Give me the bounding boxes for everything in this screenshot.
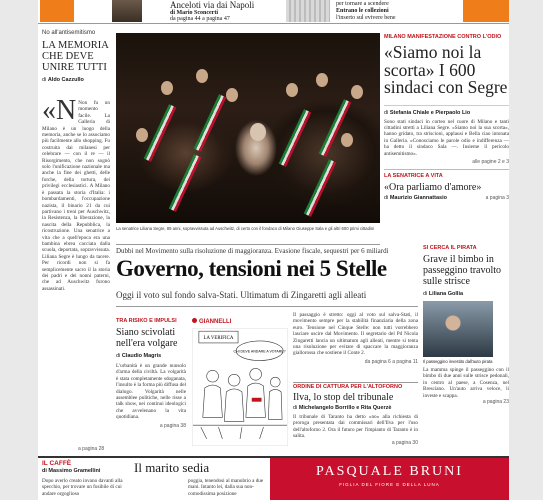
left-byline (42, 77, 112, 83)
left-page-ref[interactable]: a pagina 28 (78, 446, 105, 452)
cartoon-box (192, 318, 288, 448)
right-headline[interactable]: «Siamo noi la scorta» I 600 sindaci con Segre (384, 42, 508, 97)
lead-subheadline: Oggi il voto sul fondo salva-Stati. Ultimatum di Zingaretti agli alleati (116, 290, 367, 300)
ilva-page-ref[interactable]: a pagina 30 (391, 439, 418, 446)
ilva-byline (293, 405, 418, 411)
byline-author: Liliana Gollia (428, 291, 464, 297)
left-kicker: No all'antisemitismo (42, 30, 96, 36)
right-kicker-2: LA SENATRICE A VITA (384, 172, 443, 179)
left-promo-box (40, 0, 74, 22)
right-byline-2 (384, 195, 509, 201)
person-face (196, 69, 208, 83)
cartoon-sign: LA VERIFICA (203, 336, 234, 342)
right-story (384, 34, 509, 201)
politics-column (293, 312, 418, 365)
left-margin (0, 0, 38, 500)
crash-kicker: SI CERCA IL PIRATA (423, 245, 477, 251)
bottom-title[interactable]: Il marito sedia (134, 460, 210, 475)
ilva-headline[interactable]: Ilva, lo stop del tribunale (293, 392, 394, 403)
crash-caption: Il passeggino investito dall'auto pirata (423, 359, 493, 364)
byline-prefix: di (116, 353, 121, 359)
crash-body (423, 367, 509, 399)
person-face (250, 123, 266, 141)
byline-prefix: di (384, 109, 389, 116)
tricolor-sash (169, 154, 202, 212)
opinion-body-text: L'urbanità è un grande nunsolo d'arma della civiltà. La volgarità è stata completamente sdoganata, l'insulto è la forma più diffusa del dialogo. Volgarità nelle assemblee politiche, nelle risse a talk show, nei continui ideologici che avvelenano la vita quotidiana. (116, 363, 186, 421)
right-body-text: Sono stati sindaci in corteo nel cuore di Milano e tanti cittadini stretti a Liliana Segre. «Siamo noi la sua scorta», hanno gridato, tra striscioni, applausi e Bella ciao intonata in Galleria. «Conosciamo le parole odio e indifferenza — ha detto il sindaco Sala —. Insieme il pericolo antisemitismo». (384, 118, 509, 157)
person-face (286, 83, 298, 97)
crash-headline[interactable]: Grave il bimbo in passeggino travolto sulle strisce (423, 254, 502, 287)
promo-byline: di Mario Sconcerti (170, 10, 218, 16)
caffe-byline: di Massimo Gramellini (42, 468, 101, 474)
promo-headline[interactable]: Anceloti via dai Napoli (170, 0, 255, 10)
byline-prefix: di (293, 405, 298, 411)
photo-caption: La senatrice Liliana Segre, 89 anni, sopravvissuta ad Auschwitz, di certo con il fondaco di Milano Giuseppe Sala e gli altri 600 primi cittadini (116, 226, 375, 231)
promo-right-line2[interactable]: Entrano le collezioni (336, 8, 389, 14)
person-face (226, 88, 238, 102)
divider (116, 244, 380, 245)
lead-headline[interactable]: Governo, tensioni nei 5 Stelle (116, 256, 387, 281)
person-face (136, 128, 148, 142)
person-face (351, 85, 363, 99)
person-face (161, 81, 173, 95)
person-face (341, 133, 353, 147)
right-margin (509, 0, 543, 500)
ilva-body (293, 414, 418, 440)
crash-byline (423, 291, 509, 297)
promo-page-ref: da pagina 44 a pagina 47 (170, 16, 230, 22)
crash-body-text: La mamma spinge il passeggino con il bimbo di due anni sulle strisce pedonali, in centro al paese, a Cosenza, nel Bresciano. Un'auto arriva veloce, li investe e scappa. (423, 367, 509, 399)
ilva-kicker: ORDINE DI CATTURA PER L'ALTOFORNO (293, 384, 403, 390)
byline-authors: Stefania Chiale e Pierpaolo Lio (389, 109, 471, 116)
top-strip (38, 0, 509, 24)
right-page-ref[interactable]: alle pagine 2 e 3 (472, 158, 509, 165)
tricolor-sash (144, 104, 177, 162)
byline-author: Claudio Magris (121, 353, 162, 359)
byline-author: Aldo Cazzullo (47, 77, 84, 83)
promo-image (286, 0, 330, 22)
cartoon-dot-icon (192, 318, 197, 323)
right-headline-2[interactable]: «Ora parliamo d'amore» (384, 181, 482, 193)
cartoon-label (192, 318, 288, 325)
opinion-kicker: TRA RISIKO E IMPULSI (116, 318, 177, 324)
promo-right-line1: per tornare a scendere (336, 1, 389, 7)
left-body (42, 95, 110, 292)
tricolor-sash (304, 159, 337, 217)
ad-brand: PASQUALE BRUNI (316, 464, 463, 479)
promo-thumbnail (112, 0, 142, 22)
divider (384, 169, 509, 170)
divider (293, 382, 418, 383)
ilva-story (293, 384, 418, 446)
byline-prefix: di (423, 291, 428, 297)
opinion-column (116, 318, 186, 429)
cartoon-speech-bubble: CHI DEVE ANDARE A VOTARE? (233, 349, 286, 354)
opinion-headline[interactable]: Siano scivolati nell'era volgare (116, 327, 178, 349)
politics-page-ref[interactable]: da pagina 6 a pagina 11 (364, 358, 418, 365)
opinion-body (116, 363, 186, 421)
caffe-column (42, 460, 112, 474)
dropcap: «N (42, 95, 77, 126)
newspaper-page (38, 0, 509, 500)
tricolor-sash (279, 109, 312, 167)
lead-overline: Dubbi nel Movimento sulla risoluzione di maggioranza. Evasione fiscale, sequestri per 6 miliardi (116, 247, 389, 255)
right-page-ref-2[interactable]: a pagina 3 (485, 194, 509, 201)
opinion-page-ref[interactable]: a pagina 38 (159, 422, 186, 429)
caffe-kicker: IL CAFFÈ (42, 460, 72, 467)
left-body-text: Non fu un momento facile. La Galleria di Milano è un luogo della memoria, anche se lo associamo più facilmente allo shopping. Fu costruita dai milanesi per celebrare — con il re — il Risorgimento, che non sognò solo l'unificazione nazionale ma anche la fine dei ghetti, delle forche, della tortura, dei privilegi ecclesiastici. A Milano è passata la storia d'Italia: i bombardamenti, l'occupazione nazista, il binario 21 da cui partivano i treni per Auschwitz, la Resistenza, la liberazione, la nascita della Repubblica, la ricostruzione. Una senatrice a vita che a quell'epoca era una bambina ebrea cacciata dalla scuola, deportata, sopravvissuta. Liliana Segre è lungo da tacere. Per ricordi non si fa semplicemente sacro il la storia dei padri e dei nonni paterni, che ad Auschwitz furono assassinati. (42, 100, 110, 292)
byline-prefix: di (42, 77, 47, 83)
advertisement[interactable] (270, 458, 509, 500)
ilva-body-text: Il tribunale di Taranto ha detto «no» alla richiesta di proroga presentata dai commissari dell'Ilva per l'uso dell'altoforno 2. Ora il futuro per l'impianto di Taranto è in salita. (293, 414, 418, 440)
right-body (384, 119, 509, 157)
opinion-byline (116, 353, 186, 359)
tricolor-sash (319, 99, 352, 157)
crash-story (423, 245, 509, 405)
ad-tagline: FIGLIA DEL FIORE E DELLA LUNA (339, 482, 440, 487)
cartoon-author: GIANNELLI (199, 319, 232, 325)
byline-prefix: di (384, 194, 389, 201)
cartoon-drawing (192, 328, 288, 446)
right-kicker: MILANO MANIFESTAZIONE CONTRO L'ODIO (384, 34, 502, 40)
right-byline (384, 105, 509, 116)
main-photo (116, 33, 380, 223)
divider (116, 306, 418, 307)
byline-author: Maurizio Giannattasio (389, 194, 447, 201)
bottom-body: poggia, tenendosi al manubrio a due mani. Intanto lei, dalla sua non-comodissima posizione (188, 478, 264, 497)
right-promo-box (463, 0, 509, 22)
caffe-body: Dopo averlo creato invano davanti alla specchio, per trovare un fusibile di cui andare orgoglioso (42, 478, 123, 497)
tricolor-sash (194, 94, 227, 152)
left-editorial (42, 30, 112, 83)
byline-authors: Michelangelo Borrillo e Rita Querzè (298, 405, 392, 411)
promo-right-line3: l'inserto sul evivere bene (336, 15, 396, 21)
person-face (316, 73, 328, 87)
politics-body: Il passaggio è stretto: oggi al voto sul salva-Stati, il movimento sempre per la stabilità finanziaria della zona euro. Tensione nel Cinque Stelle: non tutti vorrebbero lasciare uscire dal Movimento. Il segretario del Pd Nicola Zingaretti lancia un ultimatum agli alleati, mentre si tenta una risoluzione per evitare di spaccare la maggioranza giallorossa che sostiene il Conte 2. (293, 312, 418, 357)
crash-photo (423, 301, 493, 357)
bottom-strip (38, 456, 509, 500)
left-title[interactable]: LA MEMORIA CHE DEVE UNIRE TUTTI (42, 40, 109, 73)
crash-page-ref[interactable]: a pagina 23 (482, 399, 509, 406)
